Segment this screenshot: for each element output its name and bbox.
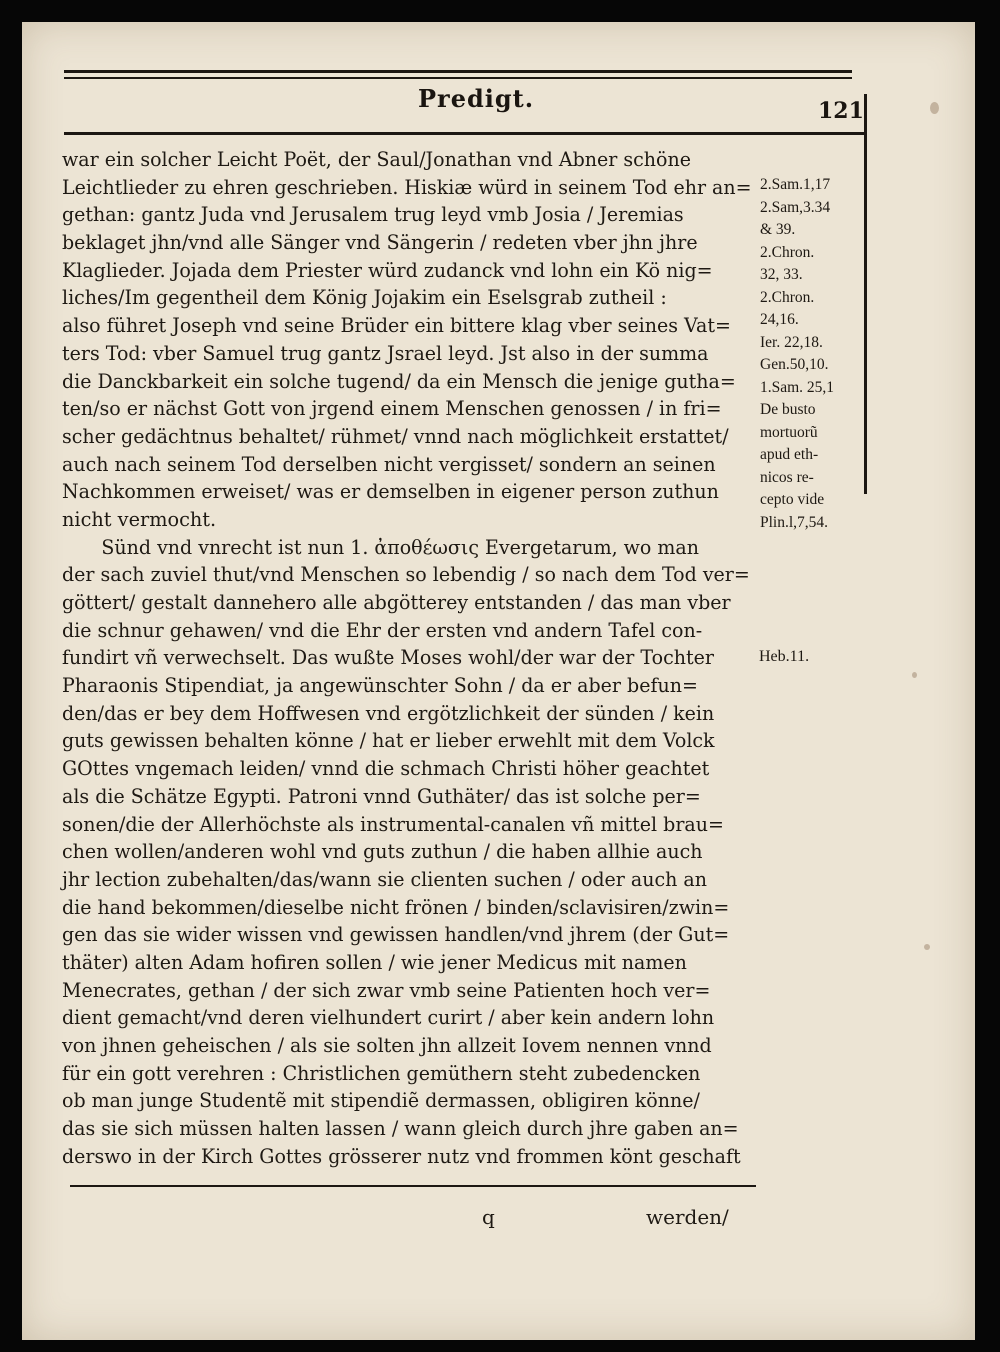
text-line: Sünd vnd vnrecht ist nun 1. ἀποθέωσις Evergetarum, wo man bbox=[101, 535, 699, 559]
signature-mark: q bbox=[482, 1205, 495, 1229]
text-line: den/das er bey dem Hoffwesen vnd ergötzlichkeit der sünden / kein bbox=[62, 701, 715, 725]
page-number: 121 bbox=[818, 98, 864, 124]
margin-note: Ier. 22,18. bbox=[760, 333, 823, 351]
book-page bbox=[22, 22, 975, 1340]
catchword: werden/ bbox=[646, 1205, 729, 1229]
text-line: ten/so er nächst Gott von jrgend einem Menschen genossen / in fri= bbox=[62, 397, 722, 421]
text-line: von jhnen geheischen / als sie solten jhn allzeit Iovem nennen vnnd bbox=[62, 1034, 712, 1057]
paper-stain bbox=[912, 672, 917, 678]
running-head: Predigt. bbox=[418, 84, 535, 113]
top-rule bbox=[64, 70, 852, 73]
margin-notes bbox=[760, 174, 890, 534]
text-line: die hand bekommen/dieselbe nicht frönen / binden/sclavisiren/zwin= bbox=[62, 895, 730, 919]
margin-note: 2.Chron. bbox=[760, 288, 815, 306]
text-line: derswo in der Kirch Gottes grösserer nutz vnd frommen könt geschaft bbox=[62, 1144, 741, 1168]
margin-note: 32, 33. bbox=[760, 266, 803, 283]
text-line: nicht vermocht. bbox=[62, 507, 217, 531]
text-line: beklaget jhn/vnd alle Sänger vnd Sängerin / redeten vber jhn jhre bbox=[62, 231, 698, 255]
text-line: das sie sich müssen halten lassen / wann gleich durch jhre gaben an= bbox=[62, 1117, 739, 1141]
text-line: chen wollen/anderen wohl vnd guts zuthun / die haben allhie auch bbox=[62, 840, 703, 864]
margin-note: & 39. bbox=[760, 221, 796, 238]
bottom-rule bbox=[70, 1185, 756, 1187]
text-line: der sach zuviel thut/vnd Menschen so lebendig / so nach dem Tod ver= bbox=[62, 563, 750, 587]
margin-note: Heb.11. bbox=[759, 648, 810, 665]
text-line: für ein gott verehren : Christlichen gemüthern steht zubedencken bbox=[62, 1061, 701, 1085]
text-line: ters Tod: vber Samuel trug gantz Jsrael leyd. Jst also in der summa bbox=[62, 341, 709, 365]
text-line: dient gemacht/vnd deren vielhundert curirt / aber kein andern lohn bbox=[62, 1006, 715, 1030]
text-line: scher gedächtnus behaltet/ rühmet/ vnnd nach möglichkeit erstattet/ bbox=[62, 424, 729, 448]
text-line: auch nach seinem Tod derselben nicht vergisset/ sondern an seinen bbox=[62, 452, 716, 476]
margin-note: 2.Sam.1,17 bbox=[760, 176, 831, 193]
margin-note: apud eth- bbox=[760, 446, 819, 463]
margin-note: 2.Chron. bbox=[760, 243, 815, 261]
text-line: Pharaonis Stipendiat, ja angewünschter Sohn / da er aber befun= bbox=[62, 674, 698, 698]
margin-note: 2.Sam,3.34 bbox=[760, 198, 831, 216]
text-line: fundirt vñ verwechselt. Das wußte Moses wohl/der war der Tochter bbox=[62, 646, 714, 670]
margin-note: Gen.50,10. bbox=[760, 356, 829, 373]
text-line: göttert/ gestalt dannehero alle abgötterey entstanden / das man vber bbox=[62, 591, 731, 614]
text-line: gethan: gantz Juda vnd Jerusalem trug leyd vmb Josia / Jeremias bbox=[62, 203, 684, 227]
text-line: guts gewissen behalten könne / hat er lieber erwehlt mit dem Volck bbox=[62, 729, 715, 753]
text-line: die schnur gehawen/ vnd die Ehr der ersten vnd andern Tafel con- bbox=[62, 618, 703, 642]
text-line: GOttes vngemach leiden/ vnnd die schmach Christi höher geachtet bbox=[62, 757, 710, 781]
paper-stain bbox=[930, 102, 939, 114]
text-line: Klaglieder. Jojada dem Priester würd zudanck vnd lohn ein Kö nig= bbox=[62, 258, 713, 282]
text-line: war ein solcher Leicht Poët, der Saul/Jonathan vnd Abner schöne bbox=[62, 148, 691, 171]
margin-note: mortuorũ bbox=[760, 423, 818, 441]
margin-note: nicos re- bbox=[760, 468, 814, 486]
text-line: Leichtlieder zu ehren geschrieben. Hiskiæ würd in seinem Tod ehr an= bbox=[62, 175, 752, 199]
margin-note: 1.Sam. 25,1 bbox=[760, 378, 835, 396]
text-line: gen das sie wider wissen vnd gewissen handlen/vnd jhrem (der Gut= bbox=[62, 923, 730, 947]
margin-note: 24,16. bbox=[760, 311, 799, 328]
text-line: also führet Joseph vnd seine Brüder ein bittere klag vber seines Vat= bbox=[62, 314, 731, 338]
header-rule bbox=[64, 132, 864, 135]
margin-note: cepto vide bbox=[760, 491, 825, 508]
text-line: sonen/die der Allerhöchste als instrumental-canalen vñ mittel brau= bbox=[62, 812, 724, 836]
top-rule-thin bbox=[64, 77, 852, 79]
text-line: thäter) alten Adam hofiren sollen / wie jener Medicus mit namen bbox=[62, 950, 687, 974]
text-line: Menecrates, gethan / der sich zwar vmb seine Patienten hoch ver= bbox=[62, 978, 711, 1002]
text-line: Nachkommen erweiset/ was er demselben in eigener person zuthun bbox=[62, 480, 719, 504]
text-line: liches/Im gegentheil dem König Jojakim ein Eselsgrab zutheil : bbox=[62, 286, 667, 310]
text-line: die Danckbarkeit ein solche tugend/ da ein Mensch die jenige gutha= bbox=[62, 369, 736, 393]
text-line: jhr lection zubehalten/das/wann sie clienten suchen / oder auch an bbox=[62, 867, 707, 891]
margin-note: De busto bbox=[760, 401, 816, 418]
text-line: als die Schätze Egypti. Patroni vnnd Guthäter/ das ist solche per= bbox=[62, 784, 701, 808]
body-text bbox=[62, 146, 762, 1170]
margin-note: Plin.l,7,54. bbox=[760, 513, 829, 531]
text-line: ob man junge Studentẽ mit stipendiẽ dermassen, obligiren könne/ bbox=[62, 1089, 700, 1113]
paper-stain bbox=[924, 944, 930, 950]
